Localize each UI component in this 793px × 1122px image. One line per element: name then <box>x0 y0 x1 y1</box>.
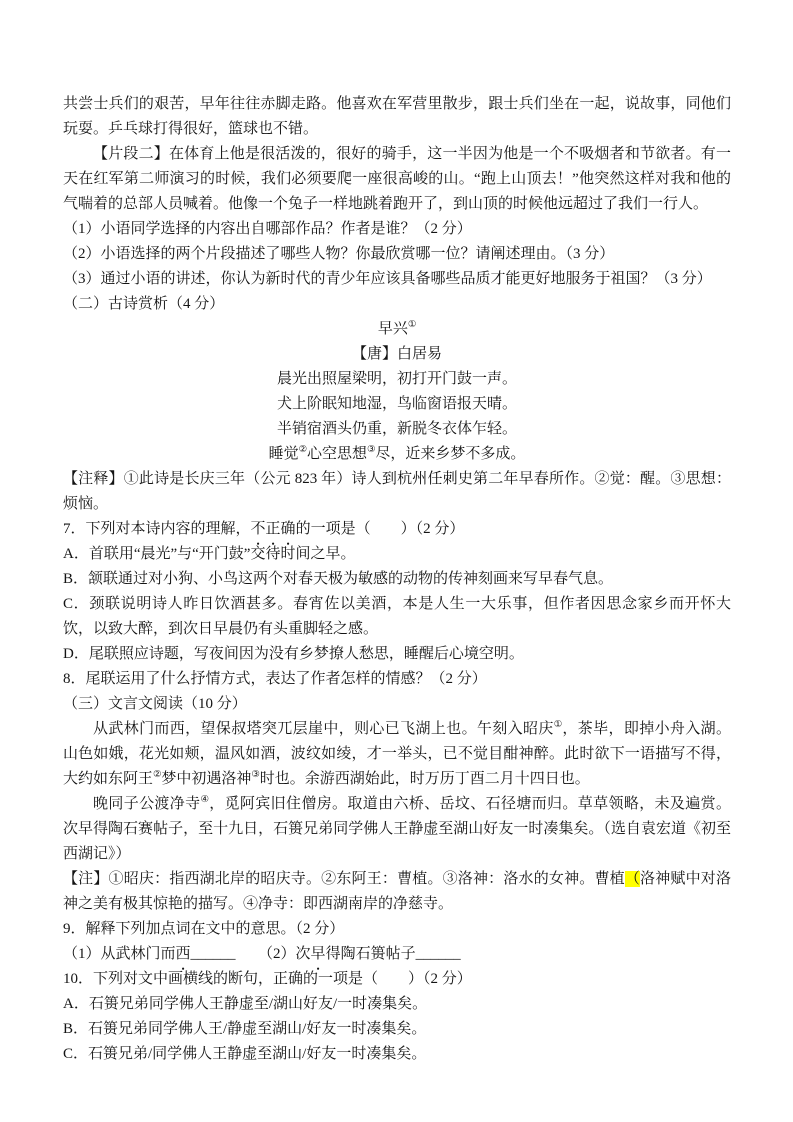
classical-passage-2: 晚同子公渡净寺④，觅阿宾旧住僧房。取道由六桥、岳坟、石径塘而归。草草领略，未及遍赏。次早得陶石赛帖子，至十九日，石篑兄弟同学佛人王静虚至湖山好友一时凑集矣。（选自袁宏道《初至西湖记》） <box>63 795 731 862</box>
poem-title: 早兴① <box>377 320 417 337</box>
question-10-option-a: A．石篑兄弟同学佛人王静虚至/湖山好友/一时凑集矣。 <box>63 996 428 1012</box>
question-10-option-c: C．石篑兄弟/同学佛人王静虚至湖山/好友一时凑集矣。 <box>63 1046 427 1062</box>
section-two-heading: （二）古诗赏析（4 分） <box>63 296 225 312</box>
footnote-marker: ③ <box>367 445 376 455</box>
footnote-marker: ③ <box>251 770 260 780</box>
poem-line-2: 犬上阶眠知地湿，鸟临窗语报天晴。 <box>276 396 517 412</box>
footnote-marker: ④ <box>200 795 210 805</box>
section-three-heading: （三）文言文阅读（10 分） <box>63 696 247 712</box>
classical-notes: 【注】①昭庆：指西湖北岸的昭庆寺。②东阿王：曹植。③洛神：洛水的女神。曹植（洛神赋中对洛神之美有极其惊艳的描写。④净寺：即西湖南岸的净慈寺。 <box>63 871 731 912</box>
poem-notes: 【注释】①此诗是长庆三年（公元 823 年）诗人到杭州任刺史第二年早春所作。②觉：醒。③思想：烦恼。 <box>63 471 731 512</box>
question-1: （1）小语同学选择的内容出自哪部作品？作者是谁？（2 分） <box>63 221 472 237</box>
question-7: 7．下列对本诗内容的理解，不正确的一项是（ ）（2 分） <box>63 521 465 537</box>
footnote-marker: ① <box>407 320 417 330</box>
document-body <box>63 92 731 1067</box>
classical-passage-1: 从武林门而西，望保叔塔突兀层崖中，则心已飞湖上也。午刻入昭庆①，茶毕，即掉小舟入湖。山色如娥，花光如颊，温风如酒，波纹如绫，才一举头，已不觉目酣神醉。此时欲下一语描写不得，大约如东阿王②梦中初遇洛神③时也。余游西湖始此，时万历丁酉二月十四日也。 <box>63 720 731 787</box>
footnote-marker: ① <box>553 720 563 730</box>
question-2: （2）小语选择的两个片段描述了哪些人物？你最欣赏哪一位？请阐述理由。（3 分） <box>63 246 615 262</box>
question-3: （3）通过小语的讲述，你认为新时代的青少年应该具备哪些品质才能更好地服务于祖国？（3 分） <box>63 271 712 287</box>
question-7-option-c: C．颈联说明诗人昨日饮酒甚多。春宵佐以美酒，本是人生一大乐事，但作者因思念家乡而开怀大饮，以致大醉，到次日早晨仍有头重脚轻之感。 <box>63 596 731 637</box>
question-9-blanks: （1）从武林门而西______ （2）次早得陶石篑帖子______ <box>63 946 461 962</box>
footnote-marker: ② <box>298 445 307 455</box>
footnote-marker: ② <box>153 770 162 780</box>
question-8: 8．尾联运用了什么抒情方式，表达了作者怎样的情感？（2 分） <box>63 671 487 687</box>
question-10-option-b: B．石篑兄弟同学佛人王/静虚至湖山/好友一时凑集矣。 <box>63 1021 427 1037</box>
question-7-option-d: D．尾联照应诗题，写夜间因为没有乡梦撩人愁思，睡醒后心境空明。 <box>63 646 524 662</box>
passage-fragment-two: 【片段二】在体育上他是很活泼的，很好的骑手，这一半因为他是一个不吸烟者和节欲者。有一天在红军第二师演习的时候，我们必须要爬一座很高峻的山。“跑上山顶去！”他突然这样对我和他的气喘着的总部人员喊着。他像一个兔子一样地跳着跑开了，到山顶的时候他远超过了我们一行人。 <box>63 146 731 212</box>
highlighted-text: （ <box>624 871 641 887</box>
question-10: 10．下列对文中画横线的断句，正确的一项是（ ）（2 分） <box>63 971 472 987</box>
poem-line-3: 半销宿酒头仍重，新脱冬衣体乍轻。 <box>276 421 517 437</box>
emphasis-dotted-text: 西 <box>175 946 191 962</box>
question-7-option-b: B．颔联通过对小狗、小鸟这两个对春天极为敏感的动物的传神刻画来写早春气息。 <box>63 571 614 587</box>
question-9: 9．解释下列加点词在文中的意思。（2 分） <box>63 921 345 937</box>
emphasis-dotted-text: 早 <box>310 946 326 962</box>
poem-line-1: 晨光出照屋梁明，初打开门鼓一声。 <box>276 371 517 387</box>
question-7-option-a: A．首联用“晨光”与“开门鼓”交待时间之早。 <box>63 546 356 562</box>
poem-line-4: 睡觉②心空思想③尽，近来乡梦不多成。 <box>268 445 526 462</box>
poem-author: 【唐】白居易 <box>351 346 442 362</box>
emphasis-dotted-text: 不正确 <box>250 521 296 537</box>
passage-one-continuation: 共尝士兵们的艰苦，早年往往赤脚走路。他喜欢在军营里散步，跟士兵们坐在一起，说故事，同他们玩耍。乒乓球打得很好，篮球也不错。 <box>63 96 731 137</box>
